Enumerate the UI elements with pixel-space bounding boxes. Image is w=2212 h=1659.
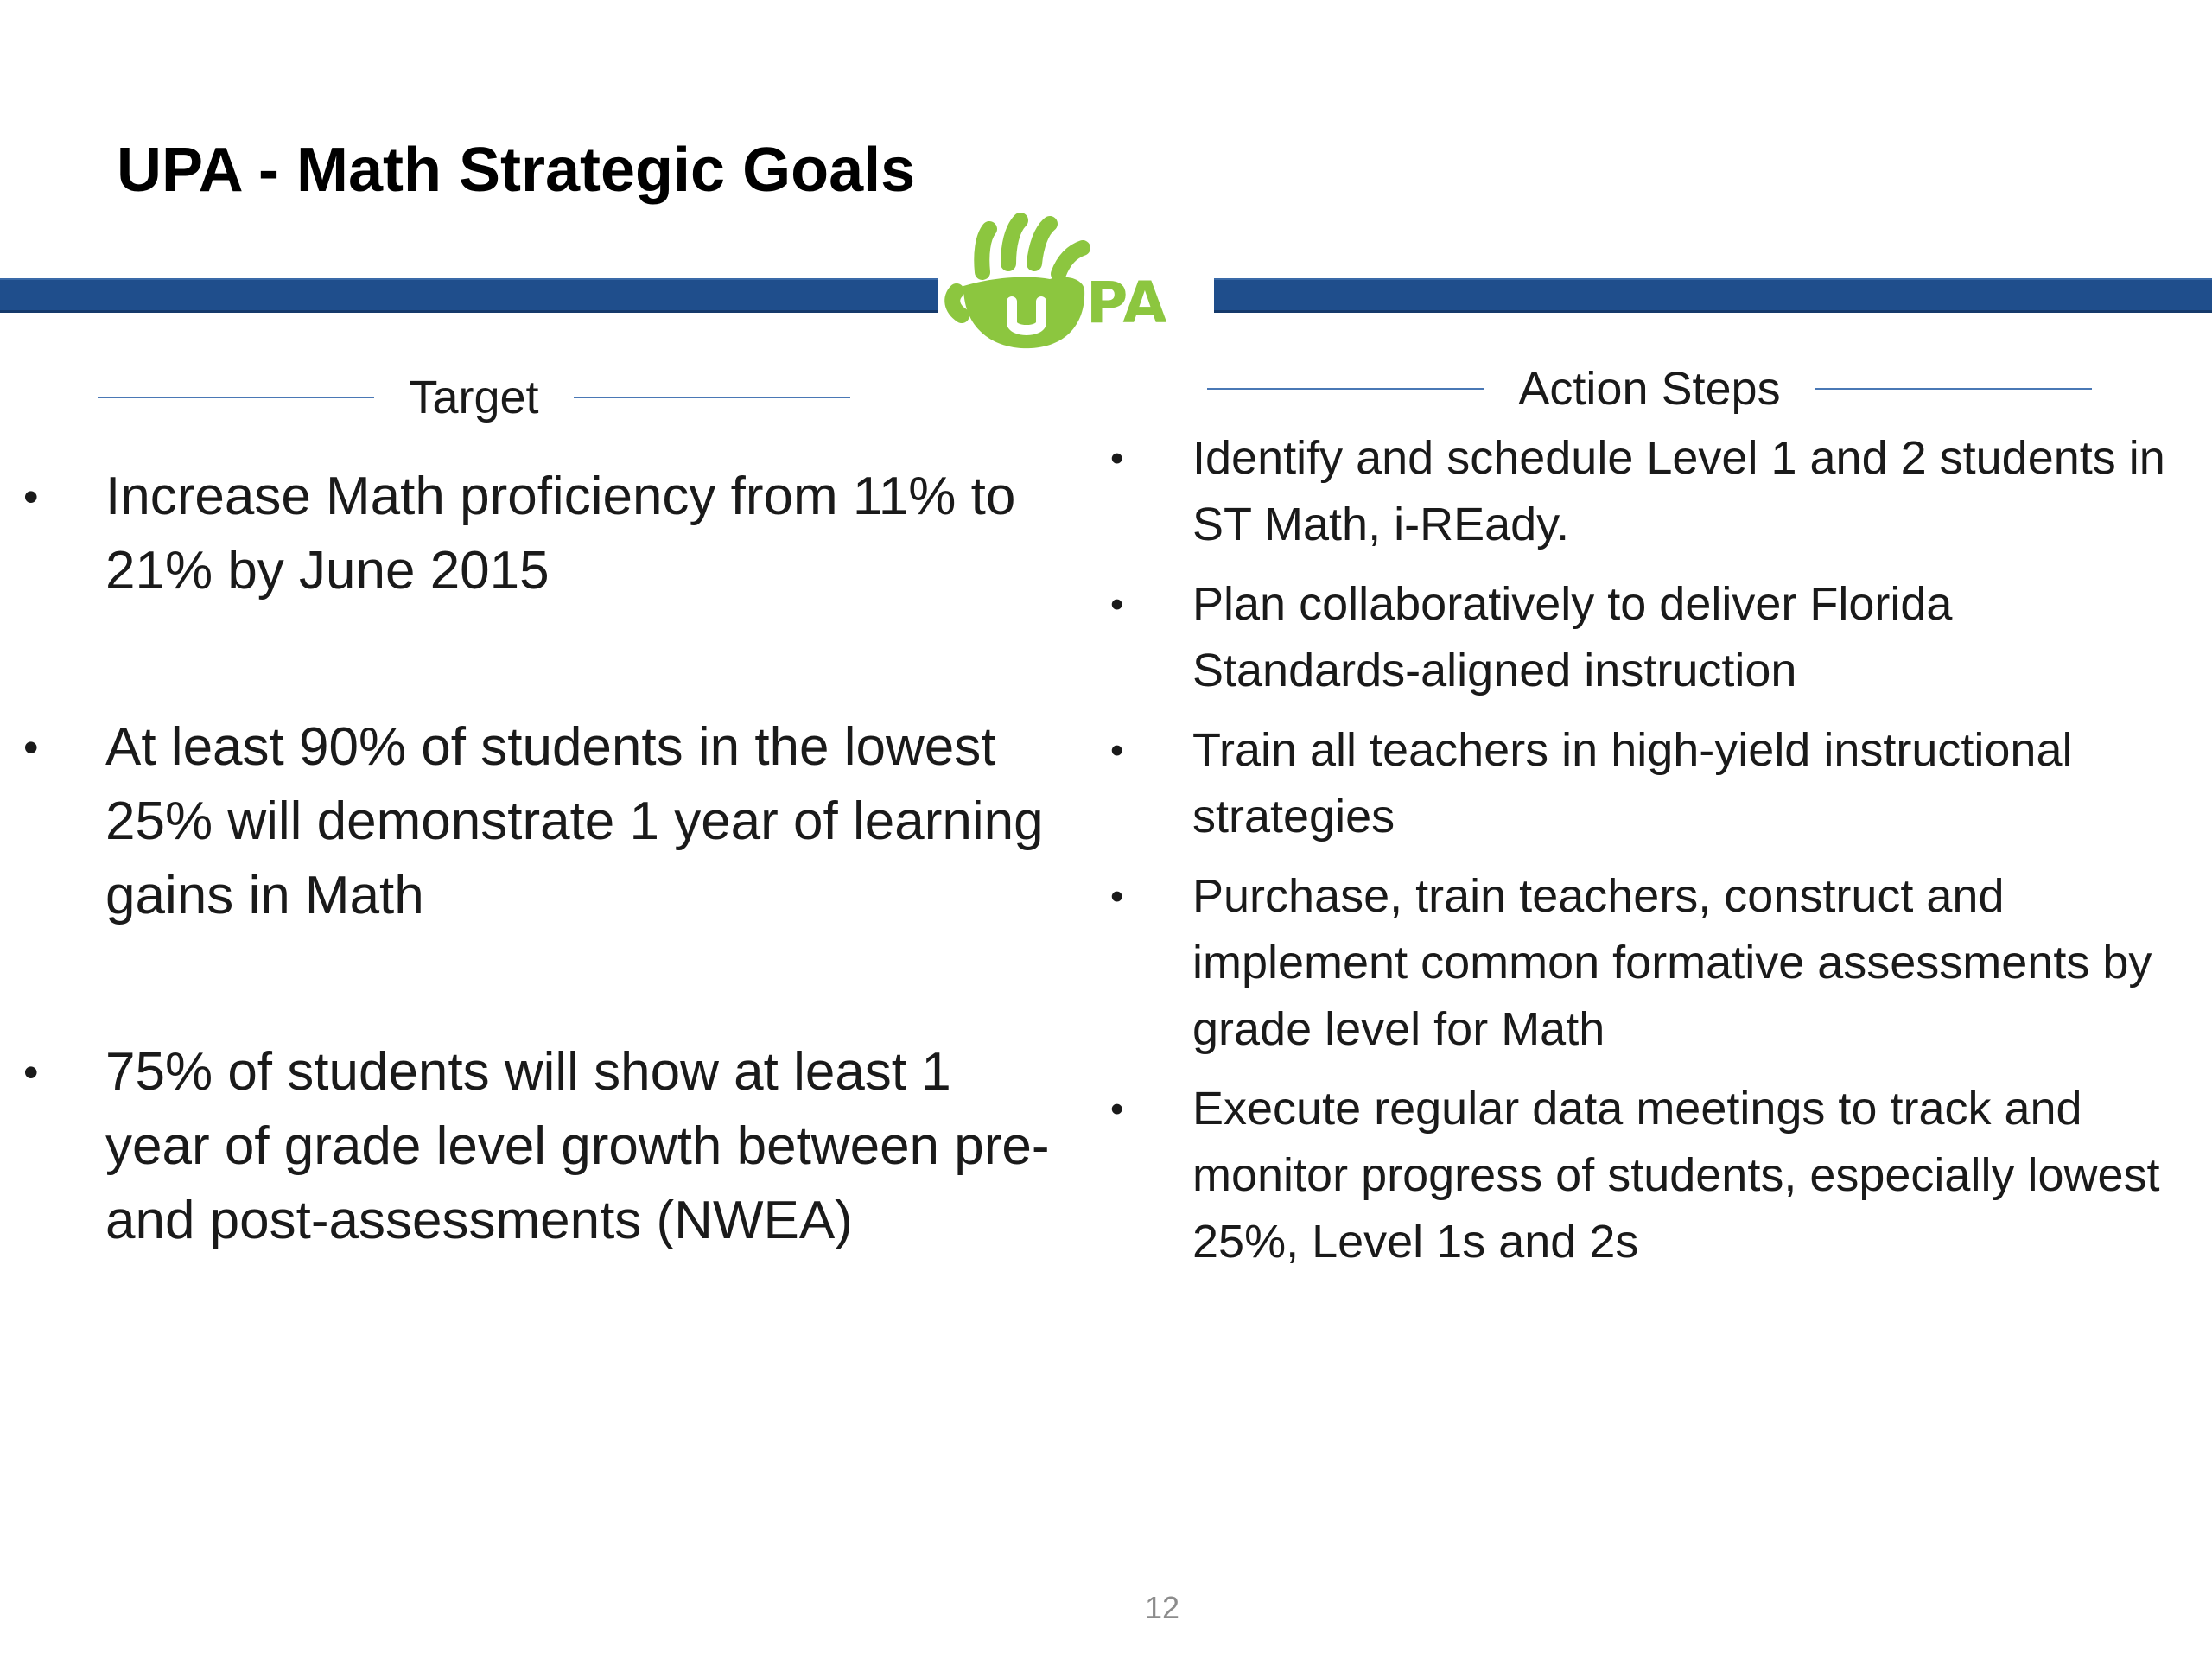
heading-rule-right (574, 397, 850, 398)
bullet-icon: • (1110, 875, 1124, 918)
list-item (1110, 863, 2169, 1063)
action-item-text: Execute regular data meetings to track and monitor progress of students, especially lowest 25%, Level 1s and 2s (1192, 1083, 2160, 1268)
list-item (1110, 425, 2169, 558)
bullet-icon: • (1110, 729, 1124, 772)
list-item (1110, 1076, 2169, 1275)
target-list (23, 460, 1065, 1258)
action-steps-heading (1197, 354, 2102, 423)
bullet-icon: • (23, 723, 39, 772)
action-steps-list (1110, 425, 2169, 1275)
header-bar-left (0, 278, 938, 313)
action-item-text: Purchase, train teachers, construct and implement common formative assessments by grade level for Math (1192, 870, 2152, 1055)
bullet-icon: • (23, 1048, 39, 1096)
bullet-icon: • (1110, 1088, 1124, 1130)
bullet-icon: • (23, 473, 39, 521)
page-number: 12 (1144, 1590, 1180, 1625)
list-item (23, 1035, 1065, 1258)
header-bar-right (1214, 278, 2212, 313)
heading-rule-left (1207, 388, 1484, 390)
list-item (23, 460, 1065, 608)
action-item-text: Train all teachers in high-yield instructional strategies (1192, 724, 2073, 842)
upa-logo (938, 212, 1214, 359)
heading-rule-left (98, 397, 374, 398)
list-item (1110, 571, 2169, 704)
bullet-icon: • (1110, 437, 1124, 480)
list-item (23, 710, 1065, 933)
list-item (1110, 717, 2169, 850)
heading-rule-right (1815, 388, 2092, 390)
target-item-text: At least 90% of students in the lowest 25% will demonstrate 1 year of learning gains in Math (105, 717, 1044, 925)
svg-text:PA: PA (1086, 270, 1167, 336)
slide-title: UPA - Math Strategic Goals (117, 136, 916, 205)
target-item-text: Increase Math proficiency from 11% to 21% by June 2015 (105, 467, 1016, 601)
action-steps-heading-label: Action Steps (1518, 363, 1781, 415)
target-item-text: 75% of students will show at least 1 year of grade level growth between pre-and post-assessments (NWEA) (105, 1042, 1050, 1250)
action-item-text: Identify and schedule Level 1 and 2 students in ST Math, i-REady. (1192, 432, 2165, 550)
target-heading-label: Target (409, 372, 539, 423)
hand-logo-icon (938, 212, 1214, 359)
bullet-icon: • (1110, 583, 1124, 626)
action-item-text: Plan collaboratively to deliver Florida Standards-aligned instruction (1192, 578, 1953, 696)
target-heading (91, 363, 857, 432)
